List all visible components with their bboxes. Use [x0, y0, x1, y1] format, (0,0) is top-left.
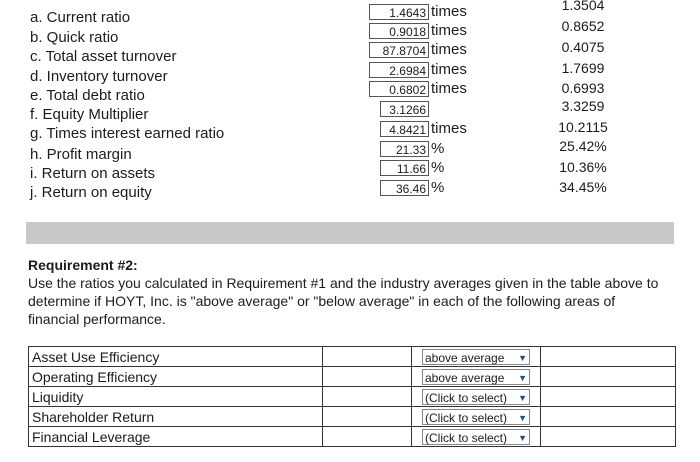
table-cell	[323, 427, 412, 447]
ratio-label: f. Equity Multiplier	[30, 106, 149, 123]
ratio-label: c. Total asset turnover	[30, 48, 177, 65]
industry-average: 0.8652	[561, 18, 605, 34]
table-cell	[323, 367, 412, 387]
requirement-instructions: Use the ratios you calculated in Requirement #1 and the industry averages given in the table above to determine if HOYT, Inc. is "above average" or "below average" in each of the following areas of financial performance.	[28, 275, 659, 327]
ratio-unit: times	[431, 3, 467, 20]
table-cell	[541, 367, 676, 387]
assessment-select[interactable]	[422, 429, 530, 445]
table-cell	[323, 347, 412, 367]
table-row	[29, 347, 676, 367]
table-cell	[323, 407, 412, 427]
ratio-unit: times	[431, 80, 467, 97]
industry-average: 25.42%	[559, 138, 607, 154]
table-cell	[541, 347, 676, 367]
ratio-answer-input[interactable]: 2.6984	[369, 62, 429, 78]
table-row	[29, 367, 676, 387]
ratio-unit: times	[431, 120, 467, 137]
area-label: Financial Leverage	[29, 427, 323, 447]
ratio-label: a. Current ratio	[30, 9, 131, 26]
table-row	[29, 407, 676, 427]
industry-average: 3.3259	[561, 98, 605, 114]
ratio-answer-input[interactable]: 4.8421	[380, 121, 429, 137]
industry-average: 1.3504	[561, 0, 605, 13]
performance-areas-table	[28, 346, 676, 447]
ratio-answer-input[interactable]: 1.4643	[369, 4, 429, 20]
chevron-down-icon: ▼	[518, 392, 527, 403]
industry-average: 0.4075	[561, 39, 605, 55]
requirement-title: Requirement #2:	[28, 257, 138, 273]
ratio-answer-input[interactable]: 87.8704	[369, 42, 429, 58]
ratio-answer-input[interactable]: 0.9018	[369, 23, 429, 39]
area-label: Operating Efficiency	[29, 367, 323, 387]
industry-average: 10.2115	[558, 119, 608, 135]
chevron-down-icon: ▼	[518, 432, 527, 443]
table-cell	[541, 427, 676, 447]
ratio-label: i. Return on assets	[30, 165, 156, 182]
assessment-select[interactable]	[422, 349, 530, 365]
table-cell	[323, 387, 412, 407]
area-label: Shareholder Return	[29, 407, 323, 427]
industry-average: 34.45%	[559, 179, 607, 195]
industry-average: 10.36%	[559, 159, 607, 175]
select-value: above average	[425, 370, 505, 385]
table-cell	[541, 387, 676, 407]
area-label: Asset Use Efficiency	[29, 347, 323, 367]
assessment-select[interactable]	[422, 389, 530, 405]
assessment-select[interactable]	[422, 409, 530, 425]
ratio-unit: %	[431, 179, 445, 196]
ratio-label: j. Return on equity	[30, 184, 152, 201]
ratio-unit: %	[431, 159, 445, 176]
ratio-label: d. Inventory turnover	[30, 68, 168, 85]
ratio-label: g. Times interest earned ratio	[30, 125, 225, 142]
area-select-cell	[412, 407, 541, 427]
select-value: (Click to select)	[425, 390, 508, 405]
industry-average: 0.6993	[561, 80, 605, 96]
select-value: (Click to select)	[425, 410, 508, 425]
table-cell	[541, 407, 676, 427]
ratio-unit: times	[431, 22, 467, 39]
chevron-down-icon: ▼	[518, 372, 527, 383]
ratio-answer-input[interactable]: 3.1266	[380, 101, 429, 117]
area-select-cell	[412, 427, 541, 447]
ratio-answer-input[interactable]: 21.33	[380, 141, 429, 157]
select-value: above average	[425, 350, 505, 365]
table-row	[29, 387, 676, 407]
area-select-cell	[412, 387, 541, 407]
assessment-select[interactable]	[422, 369, 530, 385]
chevron-down-icon: ▼	[518, 412, 527, 423]
ratio-unit: times	[431, 41, 467, 58]
ratio-unit: %	[431, 140, 445, 157]
ratio-label: e. Total debt ratio	[30, 87, 145, 104]
industry-average: 1.7699	[561, 60, 605, 76]
ratio-unit: times	[431, 61, 467, 78]
area-label: Liquidity	[29, 387, 323, 407]
section-divider	[26, 222, 674, 244]
ratio-answer-input[interactable]: 36.46	[380, 180, 429, 196]
ratio-answer-input[interactable]: 11.66	[380, 160, 429, 176]
ratio-answer-input[interactable]: 0.6802	[369, 81, 429, 97]
ratio-label: b. Quick ratio	[30, 29, 119, 46]
area-select-cell	[412, 367, 541, 387]
table-row	[29, 427, 676, 447]
ratio-label: h. Profit margin	[30, 146, 132, 163]
select-value: (Click to select)	[425, 430, 508, 445]
chevron-down-icon: ▼	[518, 352, 527, 363]
area-select-cell	[412, 347, 541, 367]
